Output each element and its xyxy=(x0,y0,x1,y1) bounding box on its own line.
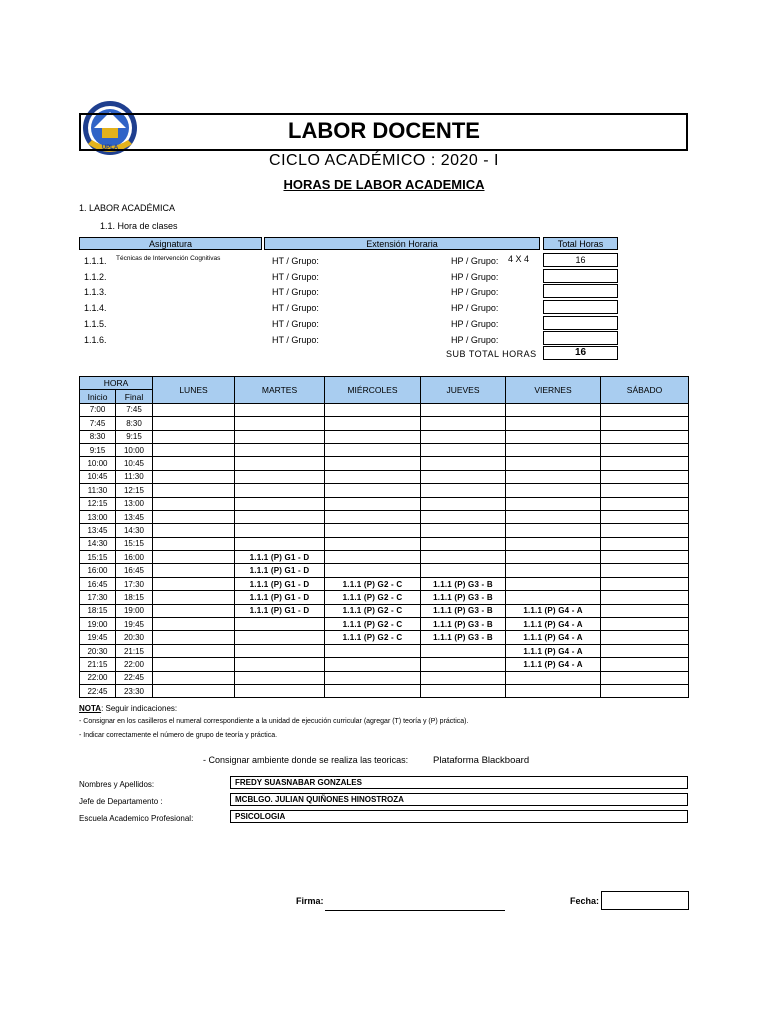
schedule-cell[interactable] xyxy=(325,658,421,671)
course-number: 1.1.3. xyxy=(84,287,107,297)
schedule-row xyxy=(80,443,689,456)
schedule-cell[interactable] xyxy=(421,430,506,443)
svg-text:UPLA: UPLA xyxy=(101,145,119,151)
ht-label: HT / Grupo: xyxy=(272,287,319,297)
schedule-cell[interactable] xyxy=(325,644,421,657)
hp-label: HP / Grupo: xyxy=(451,287,499,297)
schedule-cell[interactable] xyxy=(506,564,601,577)
schedule-cell[interactable] xyxy=(506,510,601,523)
schedule-cell[interactable] xyxy=(601,618,689,631)
schedule-cell[interactable] xyxy=(506,457,601,470)
schedule-cell[interactable] xyxy=(601,671,689,684)
schedule-row xyxy=(80,524,689,537)
schedule-cell[interactable] xyxy=(421,644,506,657)
schedule-cell[interactable]: 1.1.1 (P) G3 - B xyxy=(421,631,506,644)
hp-label: HP / Grupo: xyxy=(451,256,499,266)
schedule-cell[interactable]: 1.1.1 (P) G3 - B xyxy=(421,618,506,631)
schedule-row xyxy=(80,564,689,577)
time-end: 10:45 xyxy=(116,457,153,470)
schedule-cell[interactable] xyxy=(601,524,689,537)
schedule-cell[interactable] xyxy=(153,524,235,537)
course-number: 1.1.4. xyxy=(84,303,107,313)
schedule-cell[interactable]: 1.1.1 (P) G1 - D xyxy=(235,577,325,590)
time-end: 19:00 xyxy=(116,604,153,617)
schedule-cell[interactable]: 1.1.1 (P) G4 - A xyxy=(506,658,601,671)
total-hours-cell xyxy=(543,269,618,283)
schedule-cell[interactable] xyxy=(506,443,601,456)
col-asignatura: Asignatura xyxy=(79,237,262,250)
hp-value: 4 X 4 xyxy=(508,254,530,264)
schedule-cell[interactable] xyxy=(235,430,325,443)
course-number: 1.1.2. xyxy=(84,272,107,282)
schedule-cell[interactable] xyxy=(235,417,325,430)
time-end: 9:15 xyxy=(116,430,153,443)
schedule-cell[interactable] xyxy=(153,510,235,523)
schedule-cell[interactable] xyxy=(421,497,506,510)
time-end: 20:30 xyxy=(116,631,153,644)
schedule-cell[interactable] xyxy=(506,551,601,564)
schedule-cell[interactable] xyxy=(235,484,325,497)
schedule-cell[interactable] xyxy=(601,430,689,443)
schedule-cell[interactable] xyxy=(601,577,689,590)
time-end: 15:15 xyxy=(116,537,153,550)
schedule-cell[interactable] xyxy=(235,684,325,697)
schedule-row xyxy=(80,497,689,510)
schedule-cell[interactable]: 1.1.1 (P) G4 - A xyxy=(506,618,601,631)
schedule-cell[interactable] xyxy=(235,524,325,537)
schedule-table xyxy=(79,376,689,698)
jefe-field[interactable]: MCBLGO. JULIAN QUIÑONES HINOSTROZA xyxy=(230,793,688,806)
schedule-cell[interactable] xyxy=(421,537,506,550)
schedule-cell[interactable]: 1.1.1 (P) G3 - B xyxy=(421,591,506,604)
ambiente-value: Plataforma Blackboard xyxy=(433,755,530,766)
schedule-cell[interactable] xyxy=(235,618,325,631)
total-hours-cell xyxy=(543,284,618,298)
day-header-lunes: LUNES xyxy=(153,377,235,404)
schedule-cell[interactable] xyxy=(506,577,601,590)
time-end: 12:15 xyxy=(116,484,153,497)
schedule-cell[interactable] xyxy=(153,484,235,497)
schedule-cell[interactable] xyxy=(325,671,421,684)
hp-label: HP / Grupo: xyxy=(451,272,499,282)
schedule-cell[interactable] xyxy=(153,631,235,644)
schedule-cell[interactable] xyxy=(153,403,235,416)
schedule-row xyxy=(80,577,689,590)
schedule-cell[interactable] xyxy=(325,457,421,470)
schedule-cell[interactable] xyxy=(325,510,421,523)
nombres-label: Nombres y Apellidos: xyxy=(79,780,155,789)
schedule-cell[interactable] xyxy=(506,497,601,510)
schedule-cell[interactable]: 1.1.1 (P) G2 - C xyxy=(325,631,421,644)
schedule-cell[interactable] xyxy=(506,417,601,430)
subtotal-label: SUB TOTAL HORAS xyxy=(446,349,537,359)
inicio-header: Inicio xyxy=(80,390,116,403)
nota-rest: : Seguir indicaciones: xyxy=(101,704,178,713)
schedule-cell[interactable] xyxy=(325,403,421,416)
jefe-label: Jefe de Departamento : xyxy=(79,797,163,806)
schedule-cell[interactable] xyxy=(601,470,689,483)
schedule-cell[interactable] xyxy=(235,537,325,550)
time-start: 19:45 xyxy=(80,631,116,644)
col-extension: Extensión Horaria xyxy=(264,237,540,250)
schedule-cell[interactable] xyxy=(235,644,325,657)
time-start: 10:45 xyxy=(80,470,116,483)
schedule-cell[interactable] xyxy=(235,631,325,644)
schedule-cell[interactable] xyxy=(153,551,235,564)
schedule-cell[interactable] xyxy=(601,443,689,456)
schedule-cell[interactable] xyxy=(421,457,506,470)
hora-header: HORA xyxy=(80,377,153,390)
schedule-row xyxy=(80,430,689,443)
day-header-sabado: SÁBADO xyxy=(601,377,689,404)
schedule-cell[interactable] xyxy=(325,497,421,510)
schedule-cell[interactable] xyxy=(235,658,325,671)
schedule-row xyxy=(80,551,689,564)
day-header-jueves: JUEVES xyxy=(421,377,506,404)
schedule-row xyxy=(80,537,689,550)
time-end: 10:00 xyxy=(116,443,153,456)
schedule-cell[interactable] xyxy=(601,537,689,550)
schedule-cell[interactable] xyxy=(421,551,506,564)
schedule-cell[interactable] xyxy=(601,510,689,523)
time-start: 11:30 xyxy=(80,484,116,497)
time-end: 7:45 xyxy=(116,403,153,416)
time-end: 18:15 xyxy=(116,591,153,604)
time-start: 7:45 xyxy=(80,417,116,430)
nombres-field[interactable]: FREDY SUASNABAR GONZALES xyxy=(230,776,688,789)
nota-label: NOTA xyxy=(79,704,102,713)
schedule-cell[interactable] xyxy=(153,618,235,631)
day-header-viernes: VIERNES xyxy=(506,377,601,404)
schedule-cell[interactable] xyxy=(153,497,235,510)
subtotal-value: 16 xyxy=(543,346,618,360)
time-end: 13:00 xyxy=(116,497,153,510)
schedule-cell[interactable] xyxy=(601,403,689,416)
schedule-cell[interactable] xyxy=(601,631,689,644)
schedule-cell[interactable]: 1.1.1 (P) G1 - D xyxy=(235,564,325,577)
time-start: 14:30 xyxy=(80,537,116,550)
schedule-cell[interactable] xyxy=(421,524,506,537)
schedule-row xyxy=(80,631,689,644)
ht-label: HT / Grupo: xyxy=(272,335,319,345)
schedule-cell[interactable] xyxy=(421,658,506,671)
schedule-cell[interactable] xyxy=(421,443,506,456)
fecha-label: Fecha: xyxy=(570,896,600,906)
schedule-cell[interactable]: 1.1.1 (P) G3 - B xyxy=(421,604,506,617)
time-start: 16:00 xyxy=(80,564,116,577)
note-line-2: - Indicar correctamente el número de grupo de teoría y práctica. xyxy=(79,732,278,739)
total-hours-cell: 16 xyxy=(543,253,618,267)
ht-label: HT / Grupo: xyxy=(272,256,319,266)
time-end: 13:45 xyxy=(116,510,153,523)
schedule-cell[interactable] xyxy=(601,604,689,617)
time-start: 13:45 xyxy=(80,524,116,537)
labor-heading: 1. LABOR ACADÉMICA xyxy=(79,203,176,213)
total-hours-cell xyxy=(543,331,618,345)
hp-label: HP / Grupo: xyxy=(451,335,499,345)
time-start: 7:00 xyxy=(80,403,116,416)
schedule-row xyxy=(80,658,689,671)
page-title: LABOR DOCENTE xyxy=(288,118,480,143)
schedule-cell[interactable] xyxy=(601,457,689,470)
schedule-cell[interactable] xyxy=(235,443,325,456)
schedule-cell[interactable] xyxy=(506,430,601,443)
schedule-cell[interactable] xyxy=(235,470,325,483)
total-hours-cell xyxy=(543,300,618,314)
time-end: 11:30 xyxy=(116,470,153,483)
schedule-cell[interactable] xyxy=(153,644,235,657)
schedule-row xyxy=(80,591,689,604)
schedule-cell[interactable]: 1.1.1 (P) G1 - D xyxy=(235,604,325,617)
section-title: HORAS DE LABOR ACADEMICA xyxy=(283,177,485,192)
schedule-cell[interactable]: 1.1.1 (P) G3 - B xyxy=(421,577,506,590)
schedule-cell[interactable] xyxy=(421,684,506,697)
time-end: 22:45 xyxy=(116,671,153,684)
schedule-cell[interactable] xyxy=(153,443,235,456)
course-number: 1.1.1. xyxy=(84,256,107,266)
schedule-cell[interactable] xyxy=(235,403,325,416)
schedule-cell[interactable] xyxy=(153,591,235,604)
schedule-cell[interactable]: 1.1.1 (P) G1 - D xyxy=(235,551,325,564)
schedule-row xyxy=(80,671,689,684)
schedule-cell[interactable] xyxy=(153,604,235,617)
schedule-cell[interactable]: 1.1.1 (P) G4 - A xyxy=(506,604,601,617)
time-start: 12:15 xyxy=(80,497,116,510)
time-start: 16:45 xyxy=(80,577,116,590)
schedule-row xyxy=(80,403,689,416)
schedule-cell[interactable] xyxy=(235,497,325,510)
time-end: 14:30 xyxy=(116,524,153,537)
schedule-cell[interactable] xyxy=(601,497,689,510)
time-start: 18:15 xyxy=(80,604,116,617)
schedule-cell[interactable] xyxy=(601,417,689,430)
schedule-cell[interactable]: 1.1.1 (P) G4 - A xyxy=(506,631,601,644)
labor-subheading: 1.1. Hora de clases xyxy=(100,221,178,231)
schedule-cell[interactable] xyxy=(153,470,235,483)
schedule-cell[interactable] xyxy=(506,470,601,483)
schedule-cell[interactable] xyxy=(325,537,421,550)
time-start: 19:00 xyxy=(80,618,116,631)
schedule-cell[interactable] xyxy=(235,671,325,684)
time-end: 8:30 xyxy=(116,417,153,430)
day-header-miercoles: MIÉRCOLES xyxy=(325,377,421,404)
schedule-row xyxy=(80,417,689,430)
time-start: 15:15 xyxy=(80,551,116,564)
note-line-1: - Consignar en los casilleros el numeral correspondiente a la unidad de ejecución curricular (agregar (T) teoría y (P) práctica). xyxy=(79,718,469,725)
total-hours-cell xyxy=(543,316,618,330)
time-start: 17:30 xyxy=(80,591,116,604)
schedule-cell[interactable]: 1.1.1 (P) G1 - D xyxy=(235,591,325,604)
time-start: 9:15 xyxy=(80,443,116,456)
ht-label: HT / Grupo: xyxy=(272,272,319,282)
schedule-cell[interactable] xyxy=(601,644,689,657)
schedule-cell[interactable] xyxy=(421,470,506,483)
ciclo-academico: CICLO ACADÉMICO : 2020 - I xyxy=(269,152,499,169)
day-header-martes: MARTES xyxy=(235,377,325,404)
schedule-cell[interactable] xyxy=(601,684,689,697)
schedule-cell[interactable] xyxy=(601,551,689,564)
schedule-cell[interactable]: 1.1.1 (P) G2 - C xyxy=(325,577,421,590)
schedule-cell[interactable] xyxy=(153,564,235,577)
schedule-cell[interactable] xyxy=(325,564,421,577)
col-total: Total Horas xyxy=(543,237,618,250)
time-start: 13:00 xyxy=(80,510,116,523)
schedule-cell[interactable] xyxy=(153,671,235,684)
ht-label: HT / Grupo: xyxy=(272,319,319,329)
escuela-label: Escuela Academico Profesional: xyxy=(79,814,194,823)
schedule-row xyxy=(80,618,689,631)
schedule-cell[interactable] xyxy=(325,551,421,564)
ambiente-label: - Consignar ambiente donde se realiza las teoricas: xyxy=(203,755,409,765)
schedule-cell[interactable] xyxy=(506,591,601,604)
schedule-cell[interactable] xyxy=(153,577,235,590)
course-number: 1.1.5. xyxy=(84,319,107,329)
schedule-cell[interactable] xyxy=(153,430,235,443)
schedule-cell[interactable] xyxy=(153,658,235,671)
schedule-cell[interactable] xyxy=(421,484,506,497)
schedule-cell[interactable] xyxy=(421,417,506,430)
schedule-cell[interactable] xyxy=(421,564,506,577)
schedule-cell[interactable] xyxy=(421,403,506,416)
schedule-cell[interactable] xyxy=(325,443,421,456)
nota xyxy=(79,704,177,713)
time-start: 10:00 xyxy=(80,457,116,470)
schedule-row xyxy=(80,510,689,523)
time-end: 16:00 xyxy=(116,551,153,564)
time-end: 16:45 xyxy=(116,564,153,577)
schedule-row xyxy=(80,457,689,470)
schedule-cell[interactable] xyxy=(153,457,235,470)
schedule-cell[interactable] xyxy=(235,510,325,523)
schedule-cell[interactable]: 1.1.1 (P) G4 - A xyxy=(506,644,601,657)
schedule-row xyxy=(80,684,689,697)
schedule-cell[interactable]: 1.1.1 (P) G2 - C xyxy=(325,591,421,604)
course-number: 1.1.6. xyxy=(84,335,107,345)
time-start: 22:00 xyxy=(80,671,116,684)
schedule-cell[interactable] xyxy=(601,484,689,497)
schedule-cell[interactable] xyxy=(153,417,235,430)
schedule-cell[interactable] xyxy=(153,684,235,697)
schedule-cell[interactable] xyxy=(235,457,325,470)
ht-label: HT / Grupo: xyxy=(272,303,319,313)
schedule-cell[interactable] xyxy=(153,537,235,550)
final-header: Final xyxy=(116,390,153,403)
firma-line[interactable] xyxy=(325,910,505,911)
schedule-cell[interactable] xyxy=(506,484,601,497)
time-start: 22:45 xyxy=(80,684,116,697)
schedule-cell[interactable] xyxy=(421,671,506,684)
schedule-cell[interactable] xyxy=(506,671,601,684)
schedule-cell[interactable] xyxy=(325,417,421,430)
schedule-cell[interactable] xyxy=(325,484,421,497)
time-end: 23:30 xyxy=(116,684,153,697)
time-start: 20:30 xyxy=(80,644,116,657)
schedule-cell[interactable]: 1.1.1 (P) G2 - C xyxy=(325,604,421,617)
time-end: 19:45 xyxy=(116,618,153,631)
schedule-row xyxy=(80,484,689,497)
schedule-cell[interactable] xyxy=(506,524,601,537)
schedule-cell[interactable] xyxy=(325,430,421,443)
hp-label: HP / Grupo: xyxy=(451,319,499,329)
schedule-cell[interactable]: 1.1.1 (P) G2 - C xyxy=(325,618,421,631)
schedule-cell[interactable] xyxy=(601,591,689,604)
firma-label: Firma: xyxy=(296,896,324,906)
schedule-row xyxy=(80,470,689,483)
schedule-cell[interactable] xyxy=(506,684,601,697)
time-start: 8:30 xyxy=(80,430,116,443)
escuela-field[interactable]: PSICOLOGIA xyxy=(230,810,688,823)
schedule-cell[interactable] xyxy=(325,470,421,483)
fecha-field[interactable] xyxy=(601,891,689,910)
hp-label: HP / Grupo: xyxy=(451,303,499,313)
schedule-row xyxy=(80,604,689,617)
course-name: Técnicas de Intervención Cognitivas xyxy=(116,255,221,262)
time-end: 22:00 xyxy=(116,658,153,671)
time-end: 21:15 xyxy=(116,644,153,657)
schedule-cell[interactable] xyxy=(506,403,601,416)
time-start: 21:15 xyxy=(80,658,116,671)
schedule-cell[interactable] xyxy=(506,537,601,550)
schedule-cell[interactable] xyxy=(325,524,421,537)
schedule-row xyxy=(80,644,689,657)
time-end: 17:30 xyxy=(116,577,153,590)
schedule-cell[interactable] xyxy=(601,658,689,671)
schedule-cell[interactable] xyxy=(601,564,689,577)
schedule-cell[interactable] xyxy=(325,684,421,697)
schedule-cell[interactable] xyxy=(421,510,506,523)
